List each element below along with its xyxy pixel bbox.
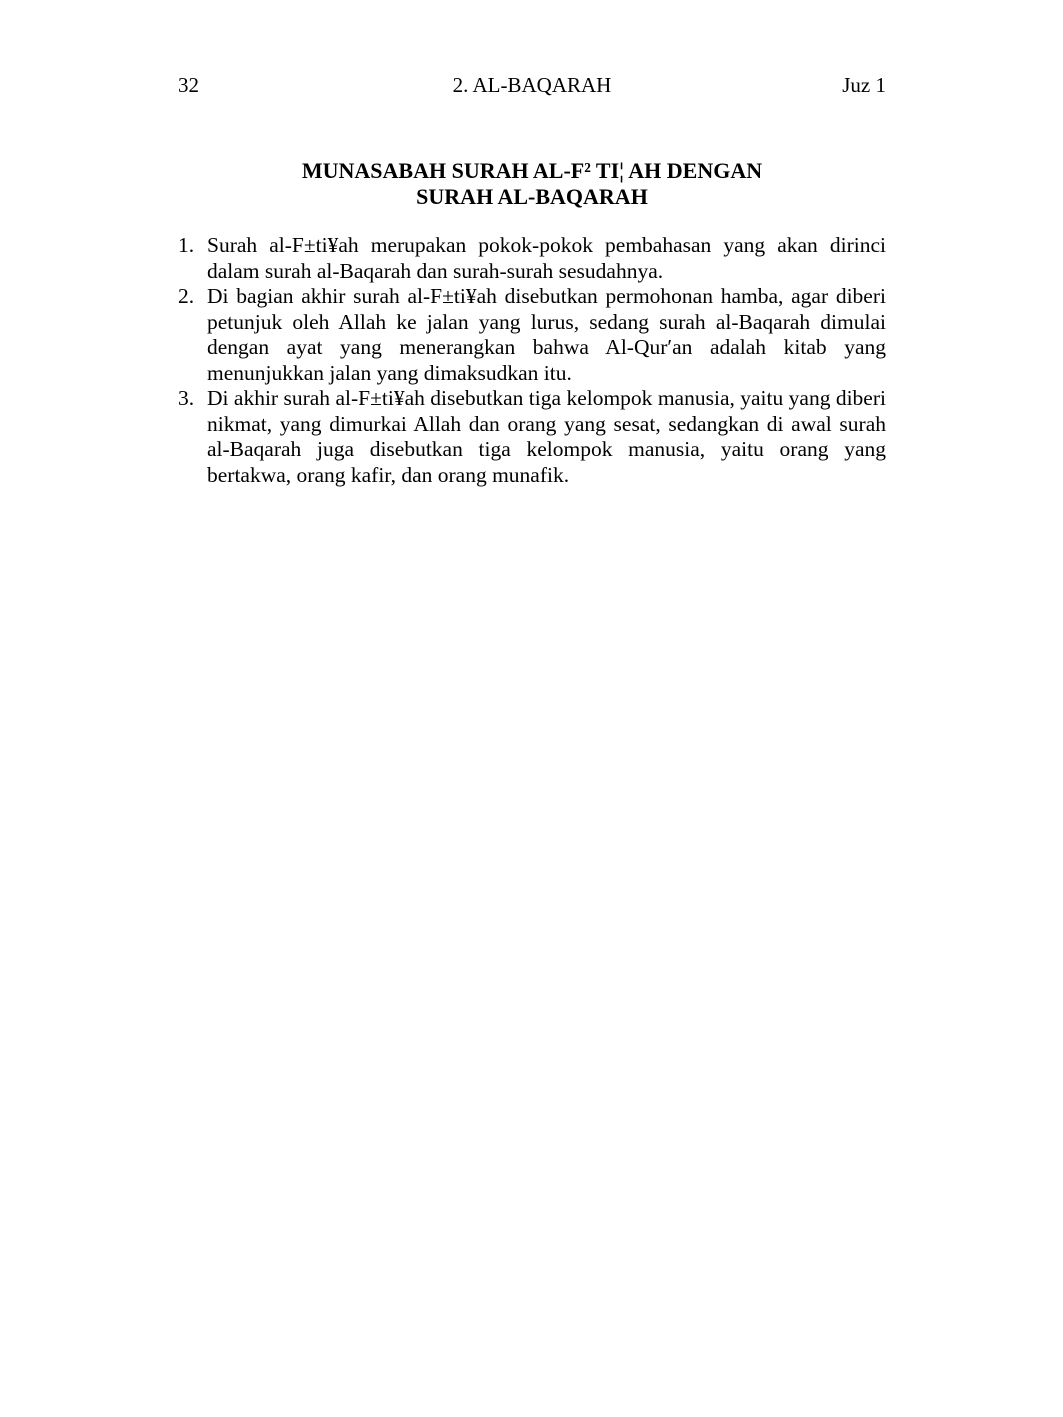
juz-label: Juz 1 <box>842 73 886 97</box>
page-header <box>178 72 886 98</box>
points-list <box>178 233 886 488</box>
item-text: Di bagian akhir surah al-F±ti¥ah disebutkan permohonan hamba, agar diberi petunjuk oleh Allah ke jalan yang lurus, sedang surah al-Baqarah dimulai dengan ayat yang menerangkan bahwa Al-Qur′an adalah kitab yang menunjukkan jalan yang dimaksudkan itu. <box>207 284 886 385</box>
list-item <box>178 284 886 386</box>
list-item <box>178 386 886 488</box>
running-title: 2. AL-BAQARAH <box>452 73 612 97</box>
page-number: 32 <box>178 73 199 97</box>
item-text: Surah al-F±ti¥ah merupakan pokok-pokok pembahasan yang akan dirinci dalam surah al-Baqarah dan surah-surah sesudahnya. <box>207 233 886 283</box>
section-title-line-2: SURAH AL-BAQARAH <box>416 184 648 209</box>
item-number: 2. <box>178 284 195 308</box>
section-title-line-1: MUNASABAH SURAH AL-F² TI¦ AH DENGAN <box>301 158 763 183</box>
item-number: 3. <box>178 386 195 410</box>
item-text: Di akhir surah al-F±ti¥ah disebutkan tiga kelompok manusia, yaitu yang diberi nikmat, yang dimurkai Allah dan orang yang sesat, sedangkan di awal surah al-Baqarah juga disebutkan tiga kelompok manusia, yaitu orang yang bertakwa, orang kafir, dan orang munafik. <box>207 386 886 487</box>
item-number: 1. <box>178 233 195 257</box>
list-item <box>178 233 886 284</box>
section-title <box>178 158 886 210</box>
